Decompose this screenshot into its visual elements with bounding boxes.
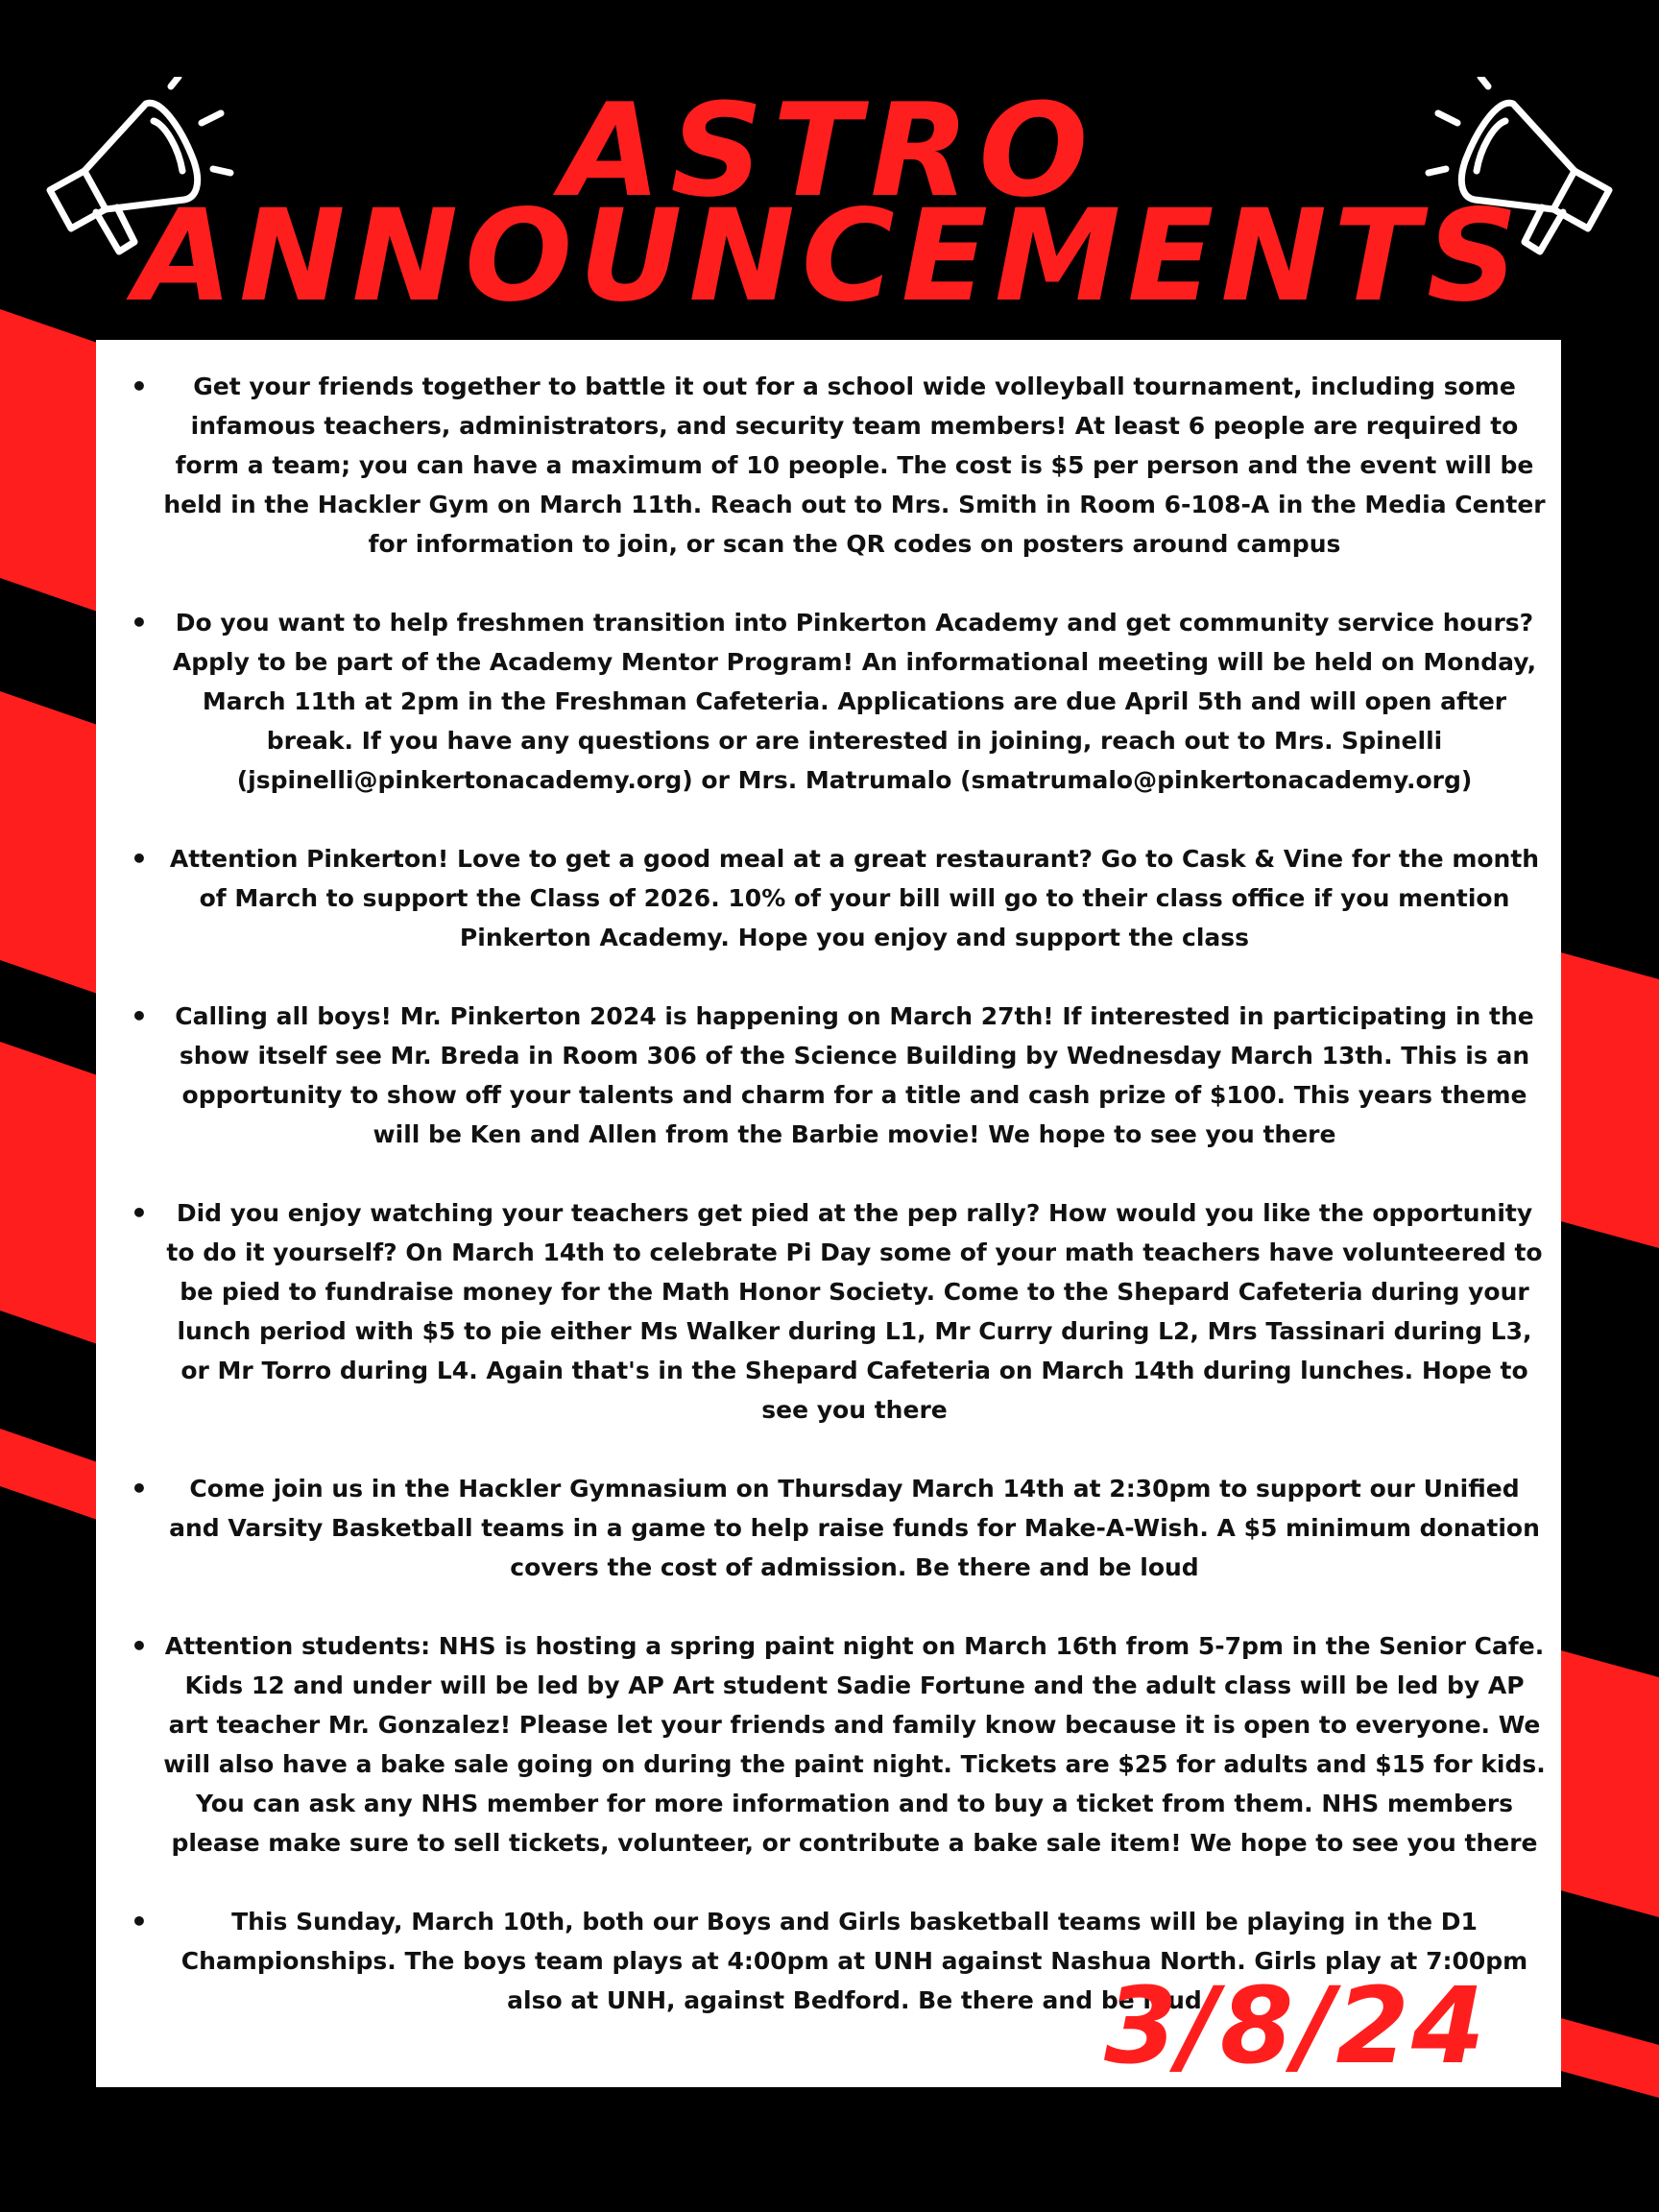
- announcement-item: [125, 839, 1546, 957]
- bullet-icon: •: [131, 1906, 148, 1937]
- announcement-text: Get your friends together to battle it out for a school wide volleyball tournament, including some infamous teachers, administrators, and security team members! At least 6 people are required to form a team; you can have a maximum of 10 people. The cost is $5 per person and the event will be held in the Hackler Gym on March 11th. Reach out to Mrs. Smith in Room 6-108-A in the Media Center for information to join, or scan the QR codes on posters around campus: [163, 373, 1546, 558]
- bullet-icon: •: [131, 1473, 148, 1504]
- page-title-line-2: ANNOUNCEMENTS: [133, 182, 1526, 330]
- announcement-text: Calling all boys! Mr. Pinkerton 2024 is happening on March 27th! If interested in participating in the show itself see Mr. Breda in Room 306 of the Science Building by Wednesday March 13th. This is an opportunity to show off your talents and charm for a title and cash prize of $100. This years theme will be Ken and Allen from the Barbie movie! We hope to see you there: [175, 1002, 1534, 1148]
- announcement-item: [125, 1469, 1546, 1587]
- bullet-icon: •: [131, 607, 148, 638]
- announcement-text: Did you enjoy watching your teachers get pied at the pep rally? How would you like the opportunity to do it yourself? On March 14th to celebrate Pi Day some of your math teachers have volunteered to be pied to fundraise money for the Math Honor Society. Come to the Shepard Cafeteria during your lunch period with $5 to pie either Ms Walker during L1, Mr Curry during L2, Mrs Tassinari during L3, or Mr Torro during L4. Again that's in the Shepard Cafeteria on March 14th during lunches. Hope to see you there: [166, 1199, 1543, 1424]
- announcement-text: Attention Pinkerton! Love to get a good meal at a great restaurant? Go to Cask & Vine for the month of March to support the Class of 2026. 10% of your bill will go to their class office if you mention Pinkerton Academy. Hope you enjoy and support the class: [169, 845, 1540, 951]
- announcement-item: [125, 997, 1546, 1154]
- bullet-icon: •: [131, 1630, 148, 1662]
- bullet-icon: •: [131, 1197, 148, 1229]
- announcement-date: 3/8/24: [1104, 1964, 1487, 2087]
- announcement-item: [125, 1626, 1546, 1863]
- page-title-line-1: ASTRO: [561, 76, 1098, 226]
- announcement-text: Attention students: NHS is hosting a spring paint night on March 16th from 5-7pm in the Senior Cafe. Kids 12 and under will be led by AP Art student Sadie Fortune and the adult class will be led by AP art teacher Mr. Gonzalez! Please let your friends and family know because it is open to everyone. We will also have a bake sale going on during the paint night. Tickets are $25 for adults and $15 for kids. You can ask any NHS member for more information and to buy a ticket from them. NHS members please make sure to sell tickets, volunteer, or contribute a bake sale item! We hope to see you there: [163, 1632, 1546, 1857]
- announcement-item: [125, 367, 1546, 564]
- bullet-icon: •: [131, 843, 148, 875]
- bullet-icon: •: [131, 1000, 148, 1032]
- announcement-item: [125, 603, 1546, 800]
- bullet-icon: •: [131, 371, 148, 402]
- announcement-list: [125, 367, 1546, 2059]
- announcement-item: [125, 1193, 1546, 1430]
- announcement-text: Come join us in the Hackler Gymnasium on Thursday March 14th at 2:30pm to support our Unified and Varsity Basketball teams in a game to help raise funds for Make-A-Wish. A $5 minimum donation covers the cost of admission. Be there and be loud: [169, 1475, 1540, 1581]
- announcement-text: Do you want to help freshmen transition into Pinkerton Academy and get community service hours? Apply to be part of the Academy Mentor Program! An informational meeting will be held on Monday, March 11th at 2pm in the Freshman Cafeteria. Applications are due April 5th and will open after break. If you have any questions or are interested in joining, reach out to Mrs. Spinelli (jspinelli@pinkertonacademy.org) or Mrs. Matrumalo (smatrumalo@pinkertonacademy.org): [172, 609, 1537, 794]
- announcement-text: This Sunday, March 10th, both our Boys and Girls basketball teams will be playing in the D1 Championships. The boys team plays at 4:00pm at UNH against Nashua North. Girls play at 7:00pm also at UNH, against Bedford. Be there and be loud: [180, 1908, 1528, 2014]
